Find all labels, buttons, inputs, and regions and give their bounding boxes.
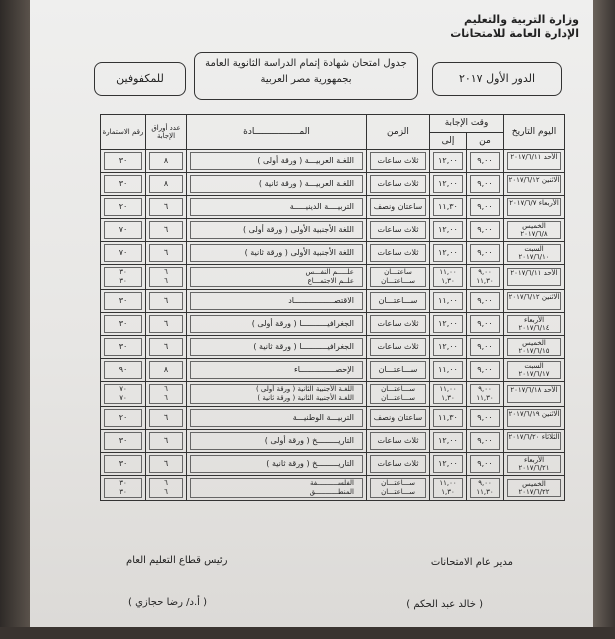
header-to: إلى bbox=[430, 132, 467, 150]
from-cell bbox=[467, 150, 504, 173]
sheets-cell bbox=[146, 476, 187, 501]
exam-schedule-paper bbox=[30, 0, 593, 627]
to-text: ١٢,٠٠ bbox=[433, 432, 463, 450]
form-no-text: ٧٠ bbox=[104, 244, 142, 262]
subject-cell bbox=[187, 150, 367, 173]
subject-cell bbox=[187, 407, 367, 430]
sheets-line2: ٦ bbox=[164, 488, 168, 496]
subject-text: اللغـة العربيـــة ( ورقة ثانية ) bbox=[190, 175, 363, 193]
duration-cell bbox=[367, 265, 430, 290]
form-no-text: ٧٠ bbox=[104, 221, 142, 239]
date-text: الأحد ٢٠١٧/٦/١١ bbox=[507, 152, 561, 170]
from-cell bbox=[467, 173, 504, 196]
to-cell bbox=[430, 173, 467, 196]
header-day-date: اليوم التاريخ bbox=[504, 115, 565, 150]
subject-text bbox=[190, 384, 363, 404]
subject-cell bbox=[187, 265, 367, 290]
form-no-cell bbox=[101, 265, 146, 290]
form-no-cell bbox=[101, 173, 146, 196]
sheets-line1: ٦ bbox=[164, 479, 168, 487]
from-cell bbox=[467, 265, 504, 290]
sheets-text: ٦ bbox=[149, 221, 183, 239]
date-cell bbox=[504, 290, 565, 313]
subject-cell bbox=[187, 242, 367, 265]
table-row bbox=[101, 242, 565, 265]
title-line1: جدول امتحان شهادة إتمام الدراسة الثانوية العامة bbox=[205, 58, 407, 69]
header-from: من bbox=[467, 132, 504, 150]
duration-cell bbox=[367, 219, 430, 242]
subject-line1: الفلســــــــــفة bbox=[310, 479, 354, 487]
date-text: السبت ٢٠١٧/٦/١٧ bbox=[507, 361, 561, 379]
to-text: ١١,٠٠ bbox=[433, 361, 463, 379]
sheets-cell bbox=[146, 265, 187, 290]
to-text: ١٢,٠٠ bbox=[433, 244, 463, 262]
signature-left-title: رئيس قطاع التعليم العام bbox=[126, 555, 228, 566]
sheets-text: ٦ bbox=[149, 455, 183, 473]
date-cell bbox=[504, 173, 565, 196]
sheets-text: ٦ bbox=[149, 432, 183, 450]
form-no-cell bbox=[101, 336, 146, 359]
duration-line1: ســـاعتـــان bbox=[381, 479, 415, 487]
from-text bbox=[470, 267, 500, 287]
subject-text: اللغة الأجنبية الأولى ( ورقة ثانية ) bbox=[190, 244, 363, 262]
to-cell bbox=[430, 242, 467, 265]
form-no-line1: ٧٠ bbox=[119, 385, 127, 393]
duration-text bbox=[370, 478, 426, 498]
to-text bbox=[433, 267, 463, 287]
sheets-text: ٦ bbox=[149, 315, 183, 333]
from-cell bbox=[467, 382, 504, 407]
subject-line2: اللغـة الأجنبية الثانية ( ورقة ثانية ) bbox=[257, 394, 354, 402]
form-no-cell bbox=[101, 453, 146, 476]
to-text: ١١,٠٠ bbox=[433, 292, 463, 310]
header-answer-time: وقت الإجابة bbox=[430, 115, 504, 133]
header-sheets: عدد أوراق الإجابة bbox=[146, 115, 187, 150]
from-cell bbox=[467, 242, 504, 265]
duration-line2: ســـاعتـــان bbox=[381, 394, 415, 402]
table-row bbox=[101, 313, 565, 336]
form-no-cell bbox=[101, 382, 146, 407]
duration-text: ســـاعتـــان bbox=[370, 292, 426, 310]
sheets-line1: ٦ bbox=[164, 385, 168, 393]
date-cell bbox=[504, 196, 565, 219]
duration-cell bbox=[367, 290, 430, 313]
subject-text: الجغرافيـــــــــــا ( ورقة أولى ) bbox=[190, 315, 363, 333]
duration-cell bbox=[367, 150, 430, 173]
form-no-text: ٢٠ bbox=[104, 198, 142, 216]
to-cell bbox=[430, 219, 467, 242]
duration-text: ثلاث ساعات bbox=[370, 175, 426, 193]
date-text: الخميس ٢٠١٧/٦/٢٢ bbox=[507, 479, 561, 497]
to-line1: ١١,٠٠ bbox=[439, 385, 457, 393]
date-text: الثلاثاء ٢٠١٧/٦/٢٠ bbox=[507, 432, 561, 450]
form-no-cell bbox=[101, 219, 146, 242]
duration-cell bbox=[367, 359, 430, 382]
form-no-text bbox=[104, 267, 142, 287]
from-line1: ٩,٠٠ bbox=[478, 385, 492, 393]
duration-text: ساعتان ونصف bbox=[370, 198, 426, 216]
duration-cell bbox=[367, 196, 430, 219]
duration-text: ثلاث ساعات bbox=[370, 244, 426, 262]
sheets-cell bbox=[146, 382, 187, 407]
duration-cell bbox=[367, 407, 430, 430]
date-cell bbox=[504, 453, 565, 476]
to-cell bbox=[430, 407, 467, 430]
to-text bbox=[433, 384, 463, 404]
to-text: ١٢,٠٠ bbox=[433, 152, 463, 170]
background-bottom bbox=[0, 627, 615, 639]
to-text: ١١,٣٠ bbox=[433, 198, 463, 216]
table-row bbox=[101, 150, 565, 173]
duration-text: ثلاث ساعات bbox=[370, 315, 426, 333]
table-row bbox=[101, 430, 565, 453]
header-duration: الزمن bbox=[367, 115, 430, 150]
audience-label: للمكفوفين bbox=[116, 72, 164, 85]
department-name: الإدارة العامة للامتحانات bbox=[450, 27, 579, 40]
form-no-line1: ٣٠ bbox=[119, 479, 127, 487]
duration-text: ثلاث ساعات bbox=[370, 432, 426, 450]
form-no-cell bbox=[101, 407, 146, 430]
from-text: ٩,٠٠ bbox=[470, 455, 500, 473]
date-text: الأحد ٢٠١٧/٦/١٨ bbox=[507, 385, 561, 403]
date-cell bbox=[504, 336, 565, 359]
to-text: ١٢,٠٠ bbox=[433, 175, 463, 193]
subject-cell bbox=[187, 196, 367, 219]
subject-cell bbox=[187, 219, 367, 242]
date-cell bbox=[504, 150, 565, 173]
date-cell bbox=[504, 313, 565, 336]
subject-text: التاريـــــــــخ ( ورقة أولى ) bbox=[190, 432, 363, 450]
from-line1: ٩,٠٠ bbox=[478, 268, 492, 276]
duration-cell bbox=[367, 173, 430, 196]
to-text bbox=[433, 478, 463, 498]
duration-line1: ســـاعتـــان bbox=[381, 385, 415, 393]
from-text: ٩,٠٠ bbox=[470, 175, 500, 193]
ministry-name: وزارة التربية والتعليم bbox=[464, 13, 579, 26]
table-row bbox=[101, 196, 565, 219]
to-cell bbox=[430, 196, 467, 219]
to-cell bbox=[430, 265, 467, 290]
subject-line1: اللغـة الأجنبية الثانية ( ورقة أولى ) bbox=[255, 385, 354, 393]
form-no-cell bbox=[101, 290, 146, 313]
sheets-cell bbox=[146, 407, 187, 430]
from-cell bbox=[467, 196, 504, 219]
sheets-text: ٨ bbox=[149, 361, 183, 379]
duration-cell bbox=[367, 242, 430, 265]
subject-text: التربيـــة الوطنيـــة bbox=[190, 409, 363, 427]
subject-text: الاقتصـــــــــــــــــاد bbox=[190, 292, 363, 310]
form-no-line2: ٣٠ bbox=[119, 277, 127, 285]
duration-line2: ســـاعتـــان bbox=[381, 488, 415, 496]
signature-right-title: مدير عام الامتحانات bbox=[430, 557, 513, 568]
date-cell bbox=[504, 430, 565, 453]
subject-text: التاريـــــــــخ ( ورقة ثانية ) bbox=[190, 455, 363, 473]
date-text: الأربعاء ٢٠١٧/٦/٢١ bbox=[507, 455, 561, 473]
to-line2: ١,٣٠ bbox=[441, 277, 455, 285]
background-left bbox=[0, 0, 30, 639]
form-no-text: ٣٠ bbox=[104, 315, 142, 333]
table-row bbox=[101, 382, 565, 407]
round-box bbox=[432, 62, 562, 96]
form-no-text: ٩٠ bbox=[104, 361, 142, 379]
form-no-text: ٣٠ bbox=[104, 175, 142, 193]
date-cell bbox=[504, 382, 565, 407]
from-text: ٩,٠٠ bbox=[470, 432, 500, 450]
sheets-text: ٨ bbox=[149, 175, 183, 193]
date-text: السبت ٢٠١٧/٦/١٠ bbox=[507, 244, 561, 262]
date-text: الخميس ٢٠١٧/٦/٨ bbox=[507, 221, 561, 239]
audience-box bbox=[94, 62, 186, 96]
date-text: الأحد ٢٠١٧/٦/١١ bbox=[507, 268, 561, 286]
to-line2: ١,٣٠ bbox=[441, 488, 455, 496]
form-no-cell bbox=[101, 359, 146, 382]
subject-cell bbox=[187, 173, 367, 196]
sheets-cell bbox=[146, 290, 187, 313]
ministry-header bbox=[450, 14, 579, 42]
duration-text: ثلاث ساعات bbox=[370, 152, 426, 170]
form-no-text bbox=[104, 478, 142, 498]
to-cell bbox=[430, 313, 467, 336]
sheets-cell bbox=[146, 150, 187, 173]
sheets-text: ٨ bbox=[149, 152, 183, 170]
duration-text: ثلاث ساعات bbox=[370, 338, 426, 356]
form-no-cell bbox=[101, 313, 146, 336]
to-cell bbox=[430, 290, 467, 313]
to-cell bbox=[430, 150, 467, 173]
duration-text: ثلاث ساعات bbox=[370, 221, 426, 239]
date-cell bbox=[504, 407, 565, 430]
to-text: ١٢,٠٠ bbox=[433, 315, 463, 333]
duration-cell bbox=[367, 453, 430, 476]
sheets-text bbox=[149, 478, 183, 498]
sheets-cell bbox=[146, 219, 187, 242]
subject-line2: علــم الاجتمـــاع bbox=[307, 277, 354, 285]
sheets-line1: ٦ bbox=[164, 268, 168, 276]
subject-text bbox=[190, 478, 363, 498]
duration-text: ساعتان ونصف bbox=[370, 409, 426, 427]
to-cell bbox=[430, 382, 467, 407]
subject-cell bbox=[187, 382, 367, 407]
form-no-text: ٣٠ bbox=[104, 292, 142, 310]
duration-line2: ســـاعتـــان bbox=[381, 277, 415, 285]
subject-line1: علـــــم النفـــس bbox=[305, 268, 354, 276]
subject-cell bbox=[187, 430, 367, 453]
form-no-text: ٢٠ bbox=[104, 409, 142, 427]
duration-cell bbox=[367, 382, 430, 407]
from-cell bbox=[467, 430, 504, 453]
round-label: الدور الأول ٢٠١٧ bbox=[458, 72, 536, 85]
from-cell bbox=[467, 313, 504, 336]
duration-text bbox=[370, 267, 426, 287]
background-right bbox=[593, 0, 615, 639]
sheets-text bbox=[149, 267, 183, 287]
from-text: ٩,٠٠ bbox=[470, 315, 500, 333]
title-line2: بجمهورية مصر العربية bbox=[260, 74, 352, 85]
subject-line2: المنطـــــــــــق bbox=[309, 488, 354, 496]
header-form-no: رقم الاستمارة bbox=[101, 115, 146, 150]
form-no-cell bbox=[101, 476, 146, 501]
table-row bbox=[101, 453, 565, 476]
sheets-text bbox=[149, 384, 183, 404]
from-text: ٩,٠٠ bbox=[470, 292, 500, 310]
table-row bbox=[101, 407, 565, 430]
subject-cell bbox=[187, 336, 367, 359]
subject-text: الجغرافيـــــــــــا ( ورقة ثانية ) bbox=[190, 338, 363, 356]
to-text: ١١,٣٠ bbox=[433, 409, 463, 427]
duration-line1: ساعتـــان bbox=[384, 268, 412, 276]
form-no-line2: ٣٠ bbox=[119, 488, 127, 496]
duration-cell bbox=[367, 476, 430, 501]
subject-text: الإحصـــــــــــــــاء bbox=[190, 361, 363, 379]
from-cell bbox=[467, 219, 504, 242]
date-text: الأربعاء ٢٠١٧/٦/٧ bbox=[507, 198, 561, 216]
from-text: ٩,٠٠ bbox=[470, 338, 500, 356]
duration-cell bbox=[367, 336, 430, 359]
from-text: ٩,٠٠ bbox=[470, 409, 500, 427]
from-line2: ١١,٣٠ bbox=[476, 394, 494, 402]
from-cell bbox=[467, 476, 504, 501]
table-row bbox=[101, 359, 565, 382]
from-line2: ١١,٣٠ bbox=[476, 488, 494, 496]
subject-text bbox=[190, 267, 363, 287]
table-row bbox=[101, 336, 565, 359]
form-no-text: ٣٠ bbox=[104, 152, 142, 170]
duration-text: ســـاعتـــان bbox=[370, 361, 426, 379]
from-cell bbox=[467, 359, 504, 382]
sheets-cell bbox=[146, 196, 187, 219]
sheets-text: ٦ bbox=[149, 338, 183, 356]
form-no-text: ٣٠ bbox=[104, 338, 142, 356]
date-text: الاثنين ٢٠١٧/٦/١٩ bbox=[507, 409, 561, 427]
subject-cell bbox=[187, 476, 367, 501]
from-text bbox=[470, 384, 500, 404]
form-no-cell bbox=[101, 196, 146, 219]
to-text: ١٢,٠٠ bbox=[433, 338, 463, 356]
sheets-text: ٦ bbox=[149, 409, 183, 427]
form-no-text: ٣٠ bbox=[104, 455, 142, 473]
subject-text: اللغة الأجنبية الأولى ( ورقة أولى ) bbox=[190, 221, 363, 239]
subject-cell bbox=[187, 290, 367, 313]
header-subject: المـــــــــــــــــادة bbox=[187, 115, 367, 150]
from-cell bbox=[467, 336, 504, 359]
to-line1: ١١,٠٠ bbox=[439, 268, 457, 276]
table-row bbox=[101, 219, 565, 242]
table-row bbox=[101, 265, 565, 290]
form-no-text: ٣٠ bbox=[104, 432, 142, 450]
duration-text bbox=[370, 384, 426, 404]
subject-text: اللغـة العربيـــة ( ورقة أولى ) bbox=[190, 152, 363, 170]
to-cell bbox=[430, 453, 467, 476]
to-text: ١٢,٠٠ bbox=[433, 221, 463, 239]
sheets-cell bbox=[146, 242, 187, 265]
sheets-line2: ٦ bbox=[164, 277, 168, 285]
from-text bbox=[470, 478, 500, 498]
sheets-cell bbox=[146, 173, 187, 196]
table-row bbox=[101, 290, 565, 313]
duration-cell bbox=[367, 430, 430, 453]
exam-table bbox=[100, 114, 565, 501]
subject-cell bbox=[187, 313, 367, 336]
sheets-text: ٦ bbox=[149, 198, 183, 216]
from-line2: ١١,٣٠ bbox=[476, 277, 494, 285]
to-line1: ١١,٠٠ bbox=[439, 479, 457, 487]
date-cell bbox=[504, 219, 565, 242]
form-no-cell bbox=[101, 242, 146, 265]
duration-text: ثلاث ساعات bbox=[370, 455, 426, 473]
form-no-line1: ٣٠ bbox=[119, 268, 127, 276]
exam-table-body bbox=[101, 150, 565, 501]
date-cell bbox=[504, 476, 565, 501]
from-line1: ٩,٠٠ bbox=[478, 479, 492, 487]
signature-right-name: ( خالد عبد الحكم ) bbox=[406, 599, 483, 610]
from-text: ٩,٠٠ bbox=[470, 361, 500, 379]
date-cell bbox=[504, 242, 565, 265]
subject-cell bbox=[187, 359, 367, 382]
from-text: ٩,٠٠ bbox=[470, 244, 500, 262]
subject-cell bbox=[187, 453, 367, 476]
form-no-cell bbox=[101, 430, 146, 453]
from-text: ٩,٠٠ bbox=[470, 152, 500, 170]
sheets-text: ٦ bbox=[149, 292, 183, 310]
signature-left-name: ( أ.د/ رضا حجازي ) bbox=[128, 597, 208, 608]
sheets-cell bbox=[146, 359, 187, 382]
form-no-cell bbox=[101, 150, 146, 173]
sheets-text: ٦ bbox=[149, 244, 183, 262]
from-cell bbox=[467, 290, 504, 313]
to-cell bbox=[430, 359, 467, 382]
duration-cell bbox=[367, 313, 430, 336]
from-cell bbox=[467, 407, 504, 430]
form-no-line2: ٧٠ bbox=[119, 394, 127, 402]
sheets-cell bbox=[146, 313, 187, 336]
from-text: ٩,٠٠ bbox=[470, 198, 500, 216]
table-row bbox=[101, 173, 565, 196]
date-text: الأربعاء ٢٠١٧/٦/١٤ bbox=[507, 315, 561, 333]
from-cell bbox=[467, 453, 504, 476]
title-box bbox=[194, 52, 418, 100]
date-cell bbox=[504, 359, 565, 382]
date-text: الاثنين ٢٠١٧/٦/١٢ bbox=[507, 175, 561, 193]
to-line2: ١,٣٠ bbox=[441, 394, 455, 402]
sheets-line2: ٦ bbox=[164, 394, 168, 402]
date-cell bbox=[504, 265, 565, 290]
date-text: الخميس ٢٠١٧/٦/١٥ bbox=[507, 338, 561, 356]
sheets-cell bbox=[146, 430, 187, 453]
sheets-cell bbox=[146, 453, 187, 476]
to-cell bbox=[430, 476, 467, 501]
to-text: ١٢,٠٠ bbox=[433, 455, 463, 473]
from-text: ٩,٠٠ bbox=[470, 221, 500, 239]
form-no-text bbox=[104, 384, 142, 404]
table-row bbox=[101, 476, 565, 501]
to-cell bbox=[430, 430, 467, 453]
subject-text: التربيــــة الدينيـــــة bbox=[190, 198, 363, 216]
date-text: الاثنين ٢٠١٧/٦/١٢ bbox=[507, 292, 561, 310]
sheets-cell bbox=[146, 336, 187, 359]
to-cell bbox=[430, 336, 467, 359]
